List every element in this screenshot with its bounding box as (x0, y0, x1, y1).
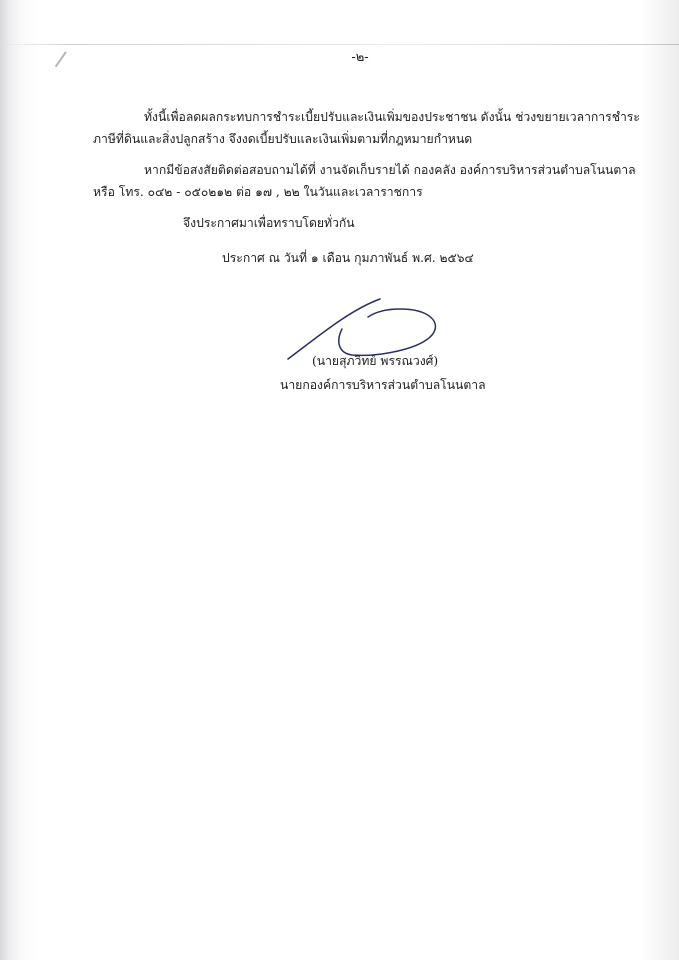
paragraph-line-2: ภาษีที่ดินและสิ่งปลูกสร้าง จึงงดเบี้ยปรับและเงินเพิ่มตามที่กฎหมายกำหนด (93, 132, 473, 146)
announcement-date: ประกาศ ณ วันที่ ๑ เดือน กุมภาพันธ์ พ.ศ. ๒๕๖๔ (222, 251, 474, 265)
signatory-name: (นายสุภวิทย์ พรรณวงศ์) (312, 354, 439, 368)
page-number: -๒- (351, 50, 369, 65)
paragraph-line-1: ทั้งนี้เพื่อลดผลกระทบการชำระเบี้ยปรับและเงินเพิ่มของประชาชน ดังนั้น ช่วงขยายเวลาการชำระ (144, 110, 640, 124)
scan-mark (55, 51, 83, 78)
paragraph-line-4: หรือ โทร. ๐๔๒ - ๐๕๐๒๑๒ ต่อ ๑๗ , ๒๒ ในวันและเวลาราชการ (93, 185, 423, 199)
signatory-title: นายกองค์การบริหารส่วนตำบลโนนตาล (280, 378, 486, 392)
paragraph-line-3: หากมีข้อสงสัยติดต่อสอบถามได้ที่ งานจัดเก็บรายได้ กองคลัง องค์การบริหารส่วนตำบลโนนตาล (144, 163, 636, 177)
scan-edge-line (0, 44, 679, 45)
closing-line: จึงประกาศมาเพื่อทราบโดยทั่วกัน (183, 216, 355, 230)
